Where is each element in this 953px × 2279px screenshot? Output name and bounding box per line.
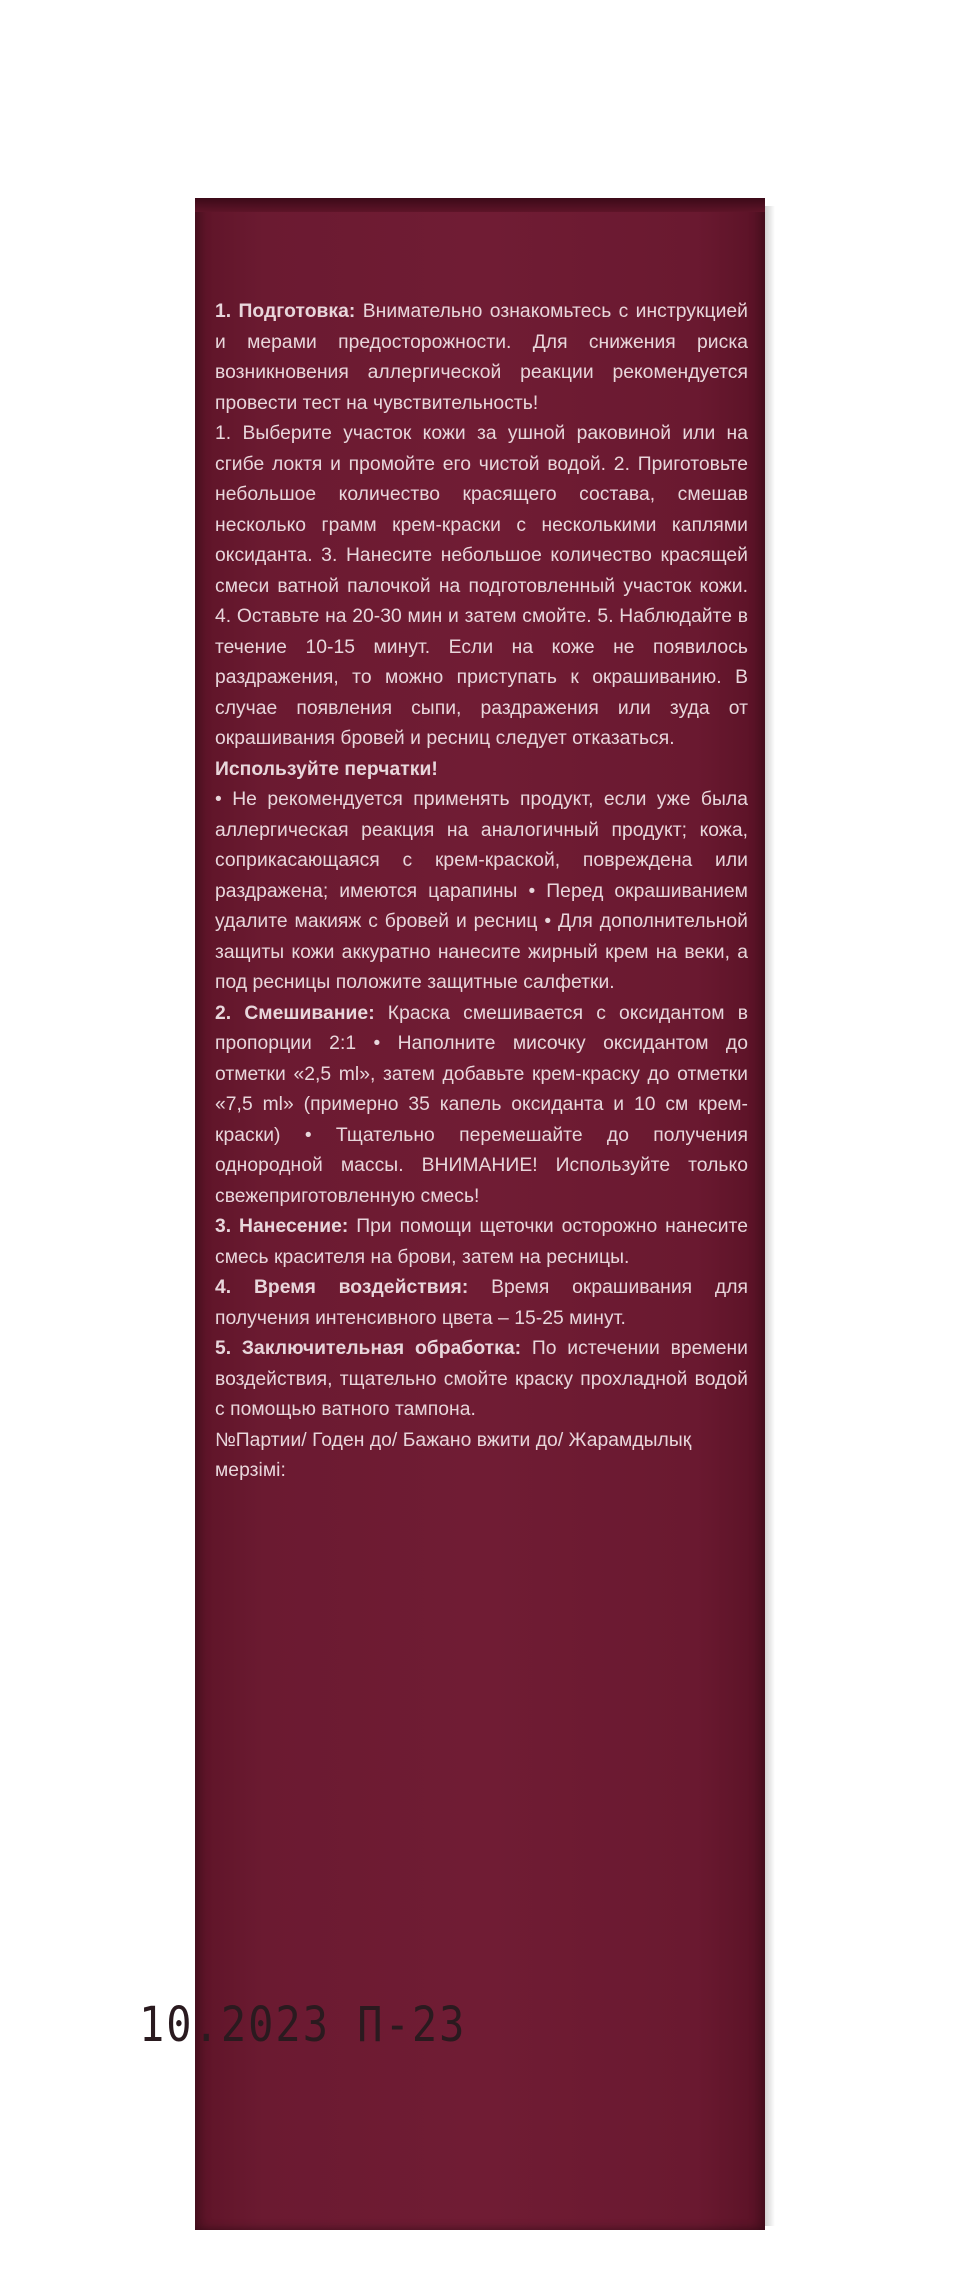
section-final: 5. Заключительная обработка: По истечении времени воздействия, тщательно смойте краску прохладной водой с помощью ватного тампона. [215, 1338, 749, 1420]
section-application: 3. Нанесение: При помощи щеточки осторожно нанесите смесь красителя на брови, затем на ресницы. [215, 1216, 748, 1268]
section-batch-label: №Партии/ Годен до/ Бажано вжити до/ Жарамдылық мерзімі: [215, 1429, 692, 1481]
section-time: 4. Время воздействия: Время окрашивания для получения интенсивного цвета – 15-25 минут. [215, 1277, 748, 1329]
section-warnings: • Не рекомендуется применять продукт, если уже была аллергическая реакция на аналогичный продукт; кожа, соприкасающаяся с крем-краской, повреждена или раздражена; имеются царапины • Перед окрашиванием удалите макияж с бровей и ресниц • Для дополнительной защиты кожи аккуратно нанесите жирный крем на веки, а под ресницы положите защитные салфетки. [215, 789, 748, 993]
section-allergy-test: 1. Выберите участок кожи за ушной раковиной или на сгибе локтя и промойте его чистой водой. 2. Приготовьте небольшое количество красящего состава, смешав несколько грамм крем-краски с несколькими каплями оксиданта. 3. Нанесите небольшое количество красящей смеси ватной палочкой на подготовленный участок кожи. 4. Оставьте на 20-30 мин и затем смойте. 5. Наблюдайте в течение 10-15 минут. Если на коже не появилось раздражения, то можно приступать к окрашиванию. В случае появления сыпи, раздражения или зуда от окрашивания бровей и ресниц следует отказаться. [215, 423, 748, 749]
section-gloves: Используйте перчатки! [215, 758, 438, 780]
package-side [195, 198, 765, 2230]
package-shadow [765, 206, 775, 2226]
instructions-text [215, 297, 748, 1487]
section-preparation: 1. Подготовка: Внимательно ознакомьтесь с инструкцией и мерами предосторожности. Для снижения риска возникновения аллергической реакции рекомендуется провести тест на чувствительность! [215, 301, 748, 414]
package-top-edge [195, 198, 765, 212]
section-mixing: 2. Смешивание: Краска смешивается с оксидантом в пропорции 2:1 • Наполните мисочку оксидантом до отметки «2,5 ml», затем добавьте крем-краску до отметки «7,5 ml» (примерно 35 капель оксиданта и 10 см крем-краски) • Тщательно перемешайте до получения однородной массы. ВНИМАНИЕ! Используйте только свежеприготовленную смесь! [215, 1002, 748, 1207]
batch-stamp: 10.2023 П-23 [139, 1996, 467, 2053]
